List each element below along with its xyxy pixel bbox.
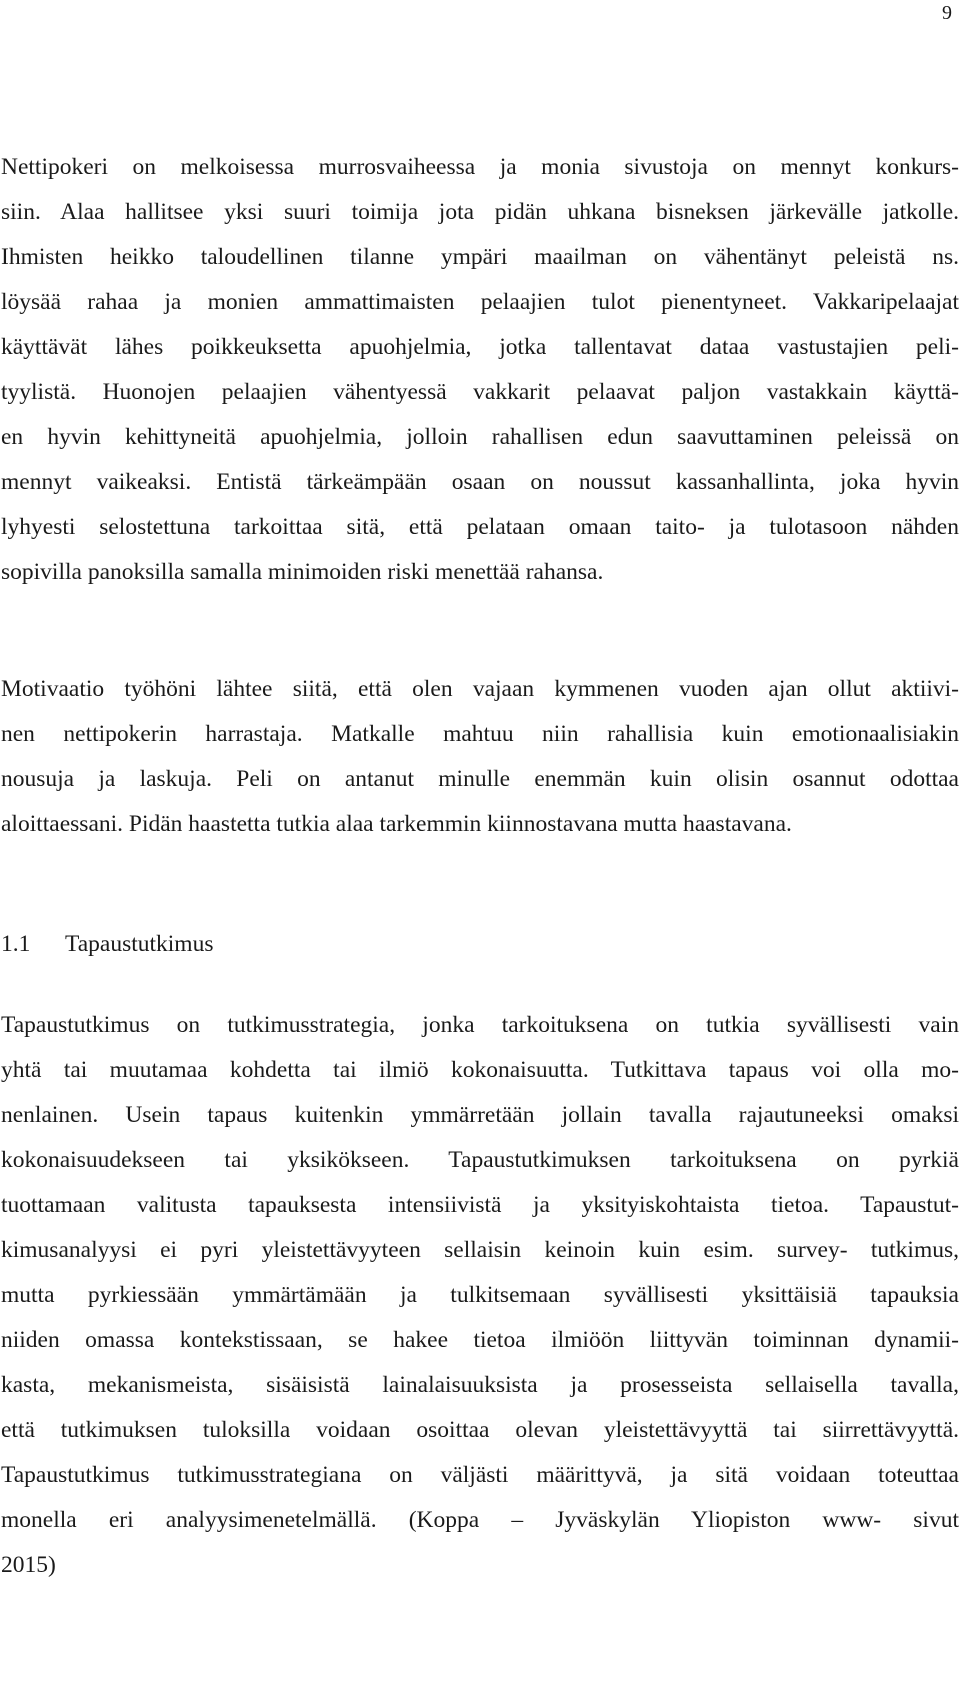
text-line: nen nettipokerin harrastaja. Matkalle mahtuu niin rahallisia kuin emotionaalisiakin	[1, 721, 959, 747]
text-line: Ihmisten heikko taloudellinen tilanne ympäri maailman on vähentänyt peleistä ns.	[1, 244, 959, 270]
section-number: 1.1	[1, 931, 31, 957]
text-line: Motivaatio työhöni lähtee siitä, että olen vajaan kymmenen vuoden ajan ollut aktiivi-	[1, 676, 959, 702]
text-line: nenlainen. Usein tapaus kuitenkin ymmärretään jollain tavalla rajautuneeksi omaksi	[1, 1102, 959, 1128]
text-line: lyhyesti selostettuna tarkoittaa sitä, että pelataan omaan taito- ja tulotasoon nähden	[1, 514, 959, 540]
text-line: Tapaustutkimus on tutkimusstrategia, jonka tarkoituksena on tutkia syvällisesti vain	[1, 1012, 959, 1038]
text-line: niiden omassa kontekstissaan, se hakee tietoa ilmiöön liittyvän toiminnan dynamii-	[1, 1327, 959, 1353]
text-line: kokonaisuudekseen tai yksikökseen. Tapaustutkimuksen tarkoituksena on pyrkiä	[1, 1147, 959, 1173]
text-line: nousuja ja laskuja. Peli on antanut minulle enemmän kuin olisin osannut odottaa	[1, 766, 959, 792]
text-line: tuottamaan valitusta tapauksesta intensiivistä ja yksityiskohtaista tietoa. Tapaustut-	[1, 1192, 959, 1218]
text-line: en hyvin kehittyneitä apuohjelmia, jolloin rahallisen edun saavuttaminen peleissä on	[1, 424, 959, 450]
text-line: löysää rahaa ja monien ammattimaisten pelaajien tulot pienentyneet. Vakkaripelaajat	[1, 289, 959, 315]
text-line: 2015)	[1, 1552, 56, 1578]
text-line: mutta pyrkiessään ymmärtämään ja tulkitsemaan syvällisesti yksittäisiä tapauksia	[1, 1282, 959, 1308]
section-heading	[1, 929, 213, 959]
text-line: monella eri analyysimenetelmällä. (Koppa – Jyväskylän Yliopiston www- sivut	[1, 1507, 959, 1533]
text-line: kasta, mekanismeista, sisäisistä lainalaisuuksista ja prosesseista sellaisella tavalla,	[1, 1372, 959, 1398]
text-line: siin. Alaa hallitsee yksi suuri toimija jota pidän uhkana bisneksen järkevälle jatkolle.	[1, 199, 959, 225]
text-line: sopivilla panoksilla samalla minimoiden riski menettää rahansa.	[1, 559, 604, 585]
page-number: 9	[942, 2, 952, 24]
text-line: kimusanalyysi ei pyri yleistettävyyteen sellaisin keinoin kuin esim. survey- tutkimus,	[1, 1237, 959, 1263]
text-line: että tutkimuksen tuloksilla voidaan osoittaa olevan yleistettävyyttä tai siirrettävyyttä.	[1, 1417, 959, 1443]
section-title: Tapaustutkimus	[65, 931, 214, 957]
text-line: mennyt vaikeaksi. Entistä tärkeämpään osaan on noussut kassanhallinta, joka hyvin	[1, 469, 959, 495]
text-line: yhtä tai muutamaa kohdetta tai ilmiö kokonaisuutta. Tutkittava tapaus voi olla mo-	[1, 1057, 959, 1083]
text-line: käyttävät lähes poikkeuksetta apuohjelmia, jotka tallentavat dataa vastustajien peli-	[1, 334, 959, 360]
text-line: aloittaessani. Pidän haastetta tutkia alaa tarkemmin kiinnostavana mutta haastavana.	[1, 811, 792, 837]
text-line: tyylistä. Huonojen pelaajien vähentyessä vakkarit pelaavat paljon vastakkain käyttä-	[1, 379, 959, 405]
text-line: Tapaustutkimus tutkimusstrategiana on väljästi määrittyvä, ja sitä voidaan toteuttaa	[1, 1462, 959, 1488]
text-line: Nettipokeri on melkoisessa murrosvaiheessa ja monia sivustoja on mennyt konkurs-	[1, 154, 959, 180]
